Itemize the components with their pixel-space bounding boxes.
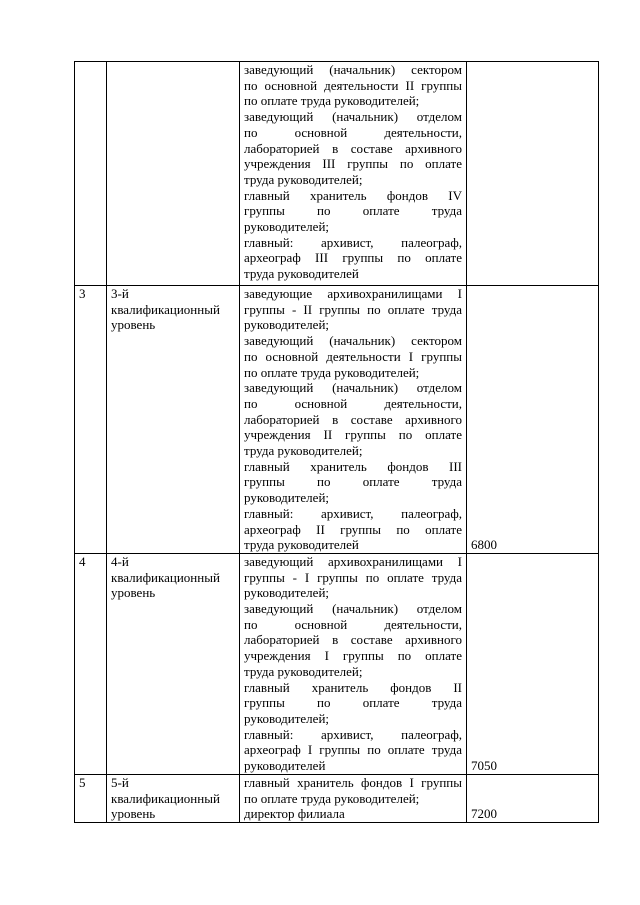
position-line: главный хранитель фондов II (244, 679, 462, 695)
position-line: главный хранитель фондов I группы (244, 774, 462, 790)
position-line: заведующий (начальник) сектором (244, 333, 462, 349)
qualification-level-cell (107, 774, 240, 822)
position-line: группы - II группы по оплате труда (244, 301, 462, 317)
row-number-cell (75, 62, 107, 286)
qualification-table (74, 61, 599, 823)
row-number-cell: 3 (75, 286, 107, 554)
position-line: по оплате труда руководителей; (244, 93, 420, 109)
position-line: группы по оплате труда (244, 695, 462, 711)
position-line: главный хранитель фондов IV (244, 187, 462, 203)
positions-cell (240, 774, 467, 822)
position-line: лабораторией в составе архивного (244, 140, 462, 156)
position-line: по основной деятельности II группы (244, 77, 462, 93)
position-line: руководителей; (244, 710, 330, 726)
salary-cell: 7200 (467, 774, 599, 822)
position-line: труда руководителей; (244, 171, 363, 187)
position-line: лабораторией в составе архивного (244, 411, 462, 427)
table-row (75, 286, 599, 554)
position-line: заведующий (начальник) отделом (244, 601, 462, 617)
position-line: руководителей; (244, 490, 330, 506)
table-body (75, 62, 599, 823)
position-line: группы по оплате труда (244, 474, 462, 490)
row-number-cell: 4 (75, 553, 107, 774)
position-line: по оплате труда руководителей; (244, 364, 420, 380)
position-line: труда руководителей (244, 537, 359, 553)
position-line: заведующий (начальник) отделом (244, 380, 462, 396)
position-line: учреждения III группы по оплате (244, 156, 462, 172)
positions-cell (240, 286, 467, 554)
level-line: 4-й (111, 553, 129, 569)
position-line: труда руководителей; (244, 663, 363, 679)
position-line: труда руководителей; (244, 443, 363, 459)
position-line: заведующий архивохранилищами I (244, 553, 462, 569)
position-line: по основной деятельности, (244, 616, 462, 632)
position-line: труда руководителей (244, 266, 359, 282)
qualification-level-cell (107, 286, 240, 554)
position-line: заведующий (начальник) отделом (244, 109, 462, 125)
level-line: квалификационный (111, 569, 220, 585)
level-line: 5-й (111, 774, 129, 790)
position-line: главный: архивист, палеограф, (244, 726, 462, 742)
position-line: лабораторией в составе архивного (244, 632, 462, 648)
position-line: по основной деятельности, (244, 395, 462, 411)
position-line: учреждения I группы по оплате (244, 648, 462, 664)
position-line: руководителей (244, 758, 326, 774)
position-line: археограф III группы по оплате (244, 250, 462, 266)
positions-cell (240, 62, 467, 286)
position-line: главный: архивист, палеограф, (244, 234, 462, 250)
table-row (75, 553, 599, 774)
positions-cell (240, 553, 467, 774)
position-line: группы по оплате труда (244, 203, 462, 219)
position-line: археограф I группы по оплате труда (244, 742, 462, 758)
position-line: руководителей; (244, 317, 330, 333)
level-line: уровень (111, 585, 156, 601)
position-line: заведующий (начальник) сектором (244, 62, 462, 77)
qualification-level-cell (107, 553, 240, 774)
level-line: уровень (111, 806, 156, 822)
level-line: квалификационный (111, 790, 220, 806)
position-line: директор филиала (244, 806, 345, 822)
position-line: по основной деятельности I группы (244, 348, 462, 364)
position-line: по оплате труда руководителей; (244, 790, 420, 806)
row-number-cell: 5 (75, 774, 107, 822)
level-line: уровень (111, 317, 156, 333)
qualification-level-cell (107, 62, 240, 286)
table-row (75, 62, 599, 286)
position-line: главный: архивист, палеограф, (244, 505, 462, 521)
position-line: руководителей; (244, 585, 330, 601)
position-line: главный хранитель фондов III (244, 458, 462, 474)
position-line: заведующие архивохранилищами I (244, 286, 462, 301)
level-line: 3-й (111, 286, 129, 301)
salary-cell: 6800 (467, 286, 599, 554)
position-line: руководителей; (244, 219, 330, 235)
level-line: квалификационный (111, 301, 220, 317)
position-line: археограф II группы по оплате (244, 521, 462, 537)
salary-cell (467, 62, 599, 286)
position-line: по основной деятельности, (244, 124, 462, 140)
salary-cell: 7050 (467, 553, 599, 774)
table-row (75, 774, 599, 822)
position-line: группы - I группы по оплате труда (244, 569, 462, 585)
position-line: учреждения II группы по оплате (244, 427, 462, 443)
